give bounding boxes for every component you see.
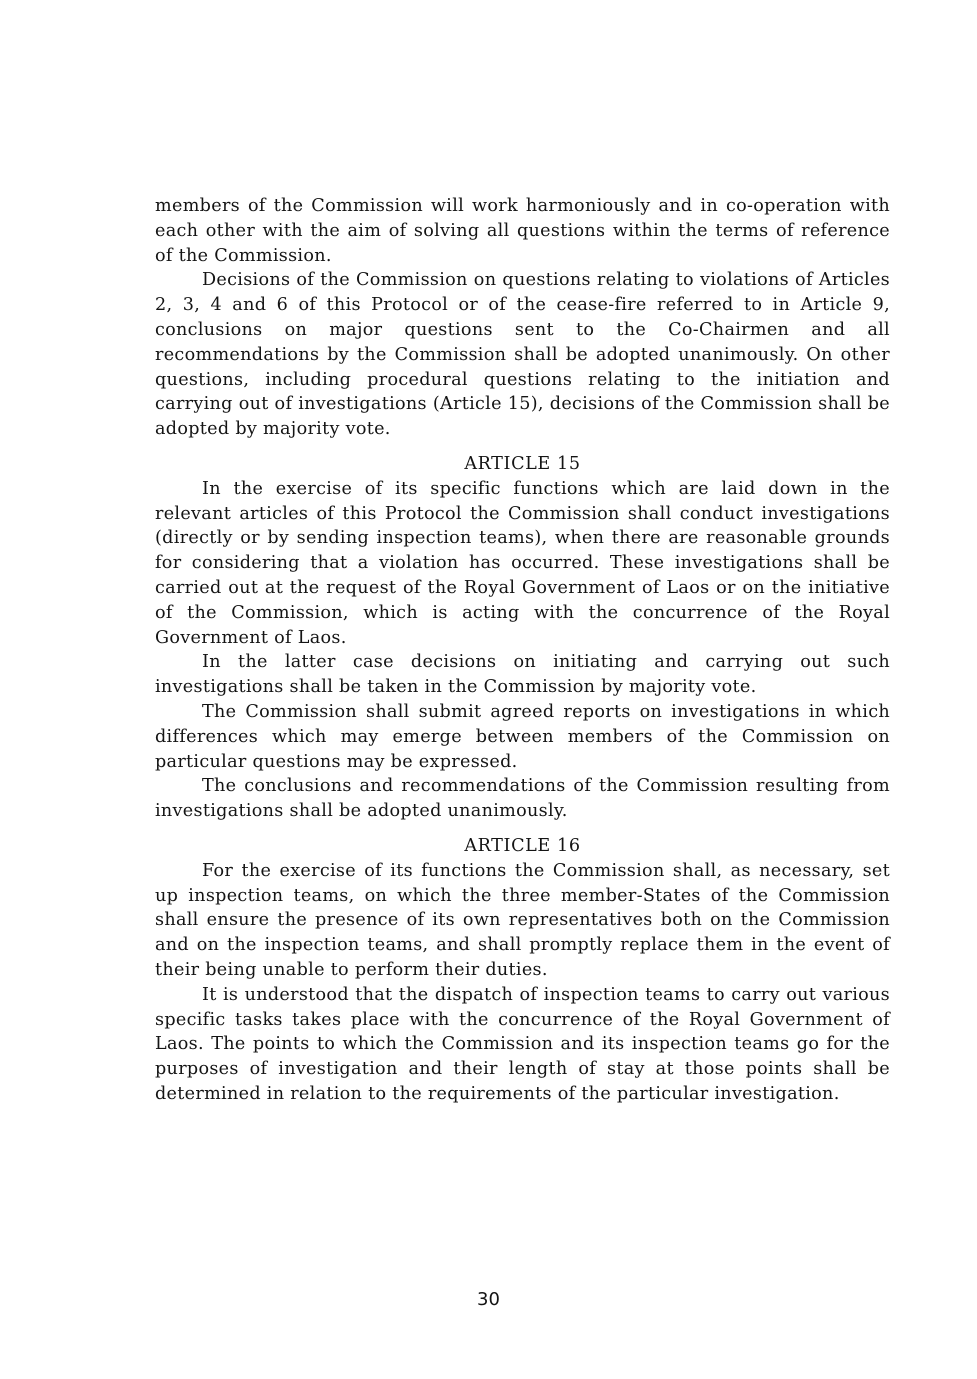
decisions-paragraph: Decisions of the Commission on questions relating to violations of Articles 2, 3, 4 and 6 of this Protocol or of the cease-fire referred to in Article 9, conclusions on major questions sent to the Co-Chairmen and all recommendations by the Commission shall be adopted unanimously. On other questions, including procedural questions relating to the initiation and carrying out of investigations (Article 15), decisions of the Commission shall be adopted by majority vote. [155,270,890,440]
article-15 [155,452,890,824]
article-16-paragraph: It is understood that the dispatch of inspection teams to carry out various specific tasks takes place with the concurrence of the Royal Government of Laos. The points to which the Commission and its inspection teams go for the purposes of investigation and their length of stay at those points shall be determined in relation to the requirements of the particular investigation. [155,984,890,1104]
document-body [155,194,890,1107]
article-15-paragraph: The conclusions and recommendations of the Commission resulting from investigations shall be adopted unanimously. [155,776,890,822]
article-15-paragraph: The Commission shall submit agreed reports on investigations in which differences which may emerge between members of the Commission on particular questions may be expressed. [155,701,890,772]
continuation-paragraph: members of the Commission will work harmoniously and in co-operation with each other with the aim of solving all questions within the terms of reference of the Commission. [155,196,890,266]
page-number: 30 [477,1289,500,1310]
article-16-heading: ARTICLE 16 [464,835,581,856]
article-16-paragraph: For the exercise of its functions the Commission shall, as necessary, set up inspection teams, on which the three member-States of the Commission shall ensure the presence of its own representatives both on the Commission and on the inspection teams, and shall promptly replace them in the event of their being unable to perform their duties. [155,860,890,980]
article-15-paragraph: In the latter case decisions on initiating and carrying out such investigations shall be taken in the Commission by majority vote. [155,652,890,698]
article-15-heading: ARTICLE 15 [464,453,581,474]
article-15-paragraph: In the exercise of its specific functions which are laid down in the relevant articles of this Protocol the Commission shall conduct investigations (directly or by sending inspection teams), when there are reasonable grounds for considering that a violation has occurred. These investigations shall be carried out at the request of the Royal Government of Laos or on the initiative of the Commission, which is acting with the concurrence of the Royal Government of Laos. [155,478,890,648]
article-16 [155,834,890,1107]
